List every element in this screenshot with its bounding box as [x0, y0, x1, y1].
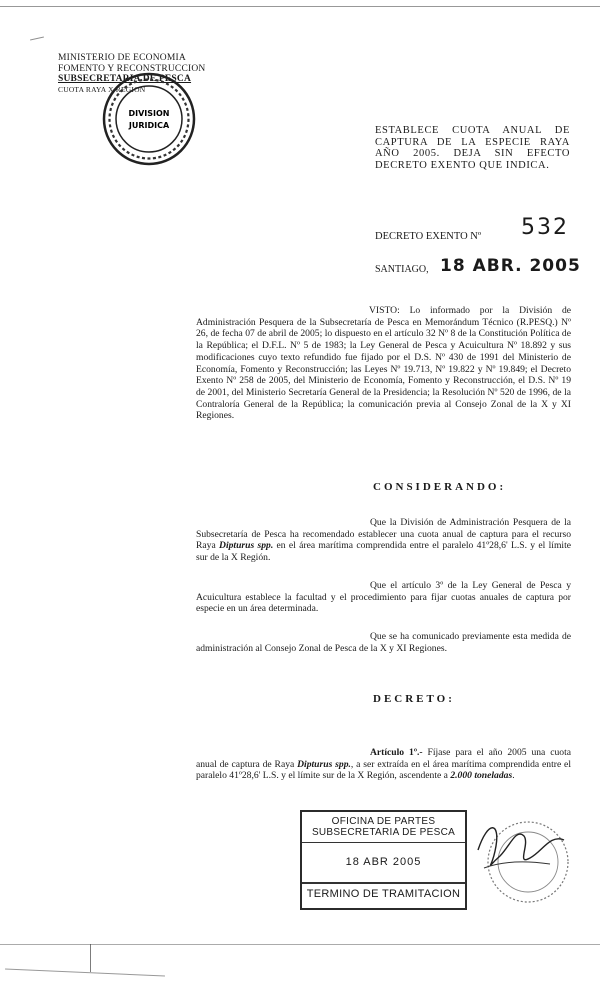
article-1-text-start: Fíjase para el año 2005 una cuota anual de captura de Raya: [196, 747, 571, 770]
visto-label: VISTO:: [369, 305, 400, 316]
considerando-paragraph-3: [196, 631, 571, 654]
ministry-line-1: MINISTERIO DE ECONOMIA: [58, 53, 186, 63]
seal-line-1: DIVISION: [128, 109, 170, 118]
considerando-paragraph-1: [196, 517, 571, 564]
considerando-3-text: Que se ha comunicado previamente esta medida de administración al Consejo Zonal de Pesca de la X y XI Regiones.: [196, 631, 571, 654]
considerando-heading: CONSIDERANDO:: [373, 481, 507, 493]
article-1-text-mid: , a ser extraída en el área marítima comprendida entre el paralelo 41º28,6' L.S. y el límite sur de la X Región, ascendente a: [196, 758, 571, 782]
visto-paragraph: [196, 305, 571, 422]
top-scan-line: [0, 6, 600, 7]
considerando-1-text-start: Que la División de Administración Pesquera de la Subsecretaría de Pesca ha recomendado establecer una cuota anual de captura para el recurso Raya: [196, 517, 571, 552]
considerando-2-text: Que el artículo 3º de la Ley General de Pesca y Acuicultura establece la facultad y el procedimiento para fijar cuotas anuales de captura por especie en un área determinada.: [196, 580, 571, 615]
article-1-label: Artículo 1º.-: [370, 747, 423, 758]
article-1-species: Dipturus spp.: [297, 758, 351, 770]
top-left-scan-mark: [30, 37, 44, 41]
seal-line-2: JURIDICA: [128, 121, 170, 130]
ministry-line-3: SUBSECRETARIA DE PESCA: [58, 74, 192, 84]
ministry-line-2: FOMENTO Y RECONSTRUCCION: [58, 63, 206, 74]
considerando-1-text-end: en el área marítima comprendida entre el paralelo 41º28,6' L.S. y el límite sur de la X Región.: [196, 540, 571, 564]
stamp-footer: TERMINO DE TRAMITACION: [306, 888, 461, 900]
bottom-left-rule: [90, 944, 91, 972]
bottom-scan-streak: [5, 969, 165, 977]
considerando-paragraph-2: [196, 580, 571, 615]
decree-label: DECRETO EXENTO Nº: [375, 231, 482, 242]
stamp-subsecretaria-line: SUBSECRETARIA DE PESCA: [311, 827, 456, 838]
species-name: Dipturus spp.: [219, 540, 274, 552]
stamp-divider-1: [302, 842, 465, 843]
ministry-line-4: CUOTA RAYA X REGION: [58, 84, 146, 94]
decree-number: 532: [521, 215, 569, 240]
stamp-divider-2: [302, 882, 465, 884]
quota-amount: 2.000 toneladas: [450, 770, 513, 782]
dateline-place: SANTIAGO,: [375, 264, 429, 275]
stamp-office-line: OFICINA DE PARTES: [331, 816, 436, 827]
article-1-text-end: .: [512, 770, 515, 782]
dateline-date: 18 ABR. 2005: [440, 256, 581, 276]
decreto-heading: DECRETO:: [373, 693, 455, 705]
visto-text: Lo informado por la División de Administración Pesquera de la Subsecretaría de Pesca en Memorándum Técnico (R.PESQ.) Nº 26, de fecha 07 de abril de 2005; lo dispuesto en el artículo 32 Nº 8 de la Constitución Política de la República; el D.F.L. Nº 5 de 1983; la Ley General de Pesca y Acuicultura Nº 18.892 y sus modificaciones cuyo texto refundido fue fijado por el D.S. Nº 430 de 1991 del Ministerio de Economía, Fomento y Reconstrucción; las Leyes Nº 19.713, Nº 19.822 y Nº 19.849; el Decreto Exento Nº 258 de 2005, del Ministerio de Economía, Fomento y Reconstrucción, el D.S. Nº 19 de 2001, del Ministerio Secretaría General de la Presidencia; la Resolución Nº 520 de 1996, de la Contraloría General de la República; la comunicación previa al Consejo Zonal de la X y XI Regiones.: [196, 305, 571, 422]
decree-subject: ESTABLECE CUOTA ANUAL DE CAPTURA DE LA ESPECIE RAYA AÑO 2005. DEJA SIN EFECTO DECRETO EXENTO QUE INDICA.: [375, 125, 570, 171]
signature-with-seal: [470, 810, 575, 910]
legal-division-seal: [100, 70, 198, 168]
office-of-parts-stamp: [300, 810, 467, 910]
stamp-date: 18 ABR 2005: [345, 856, 422, 868]
article-1-paragraph: [196, 747, 571, 782]
